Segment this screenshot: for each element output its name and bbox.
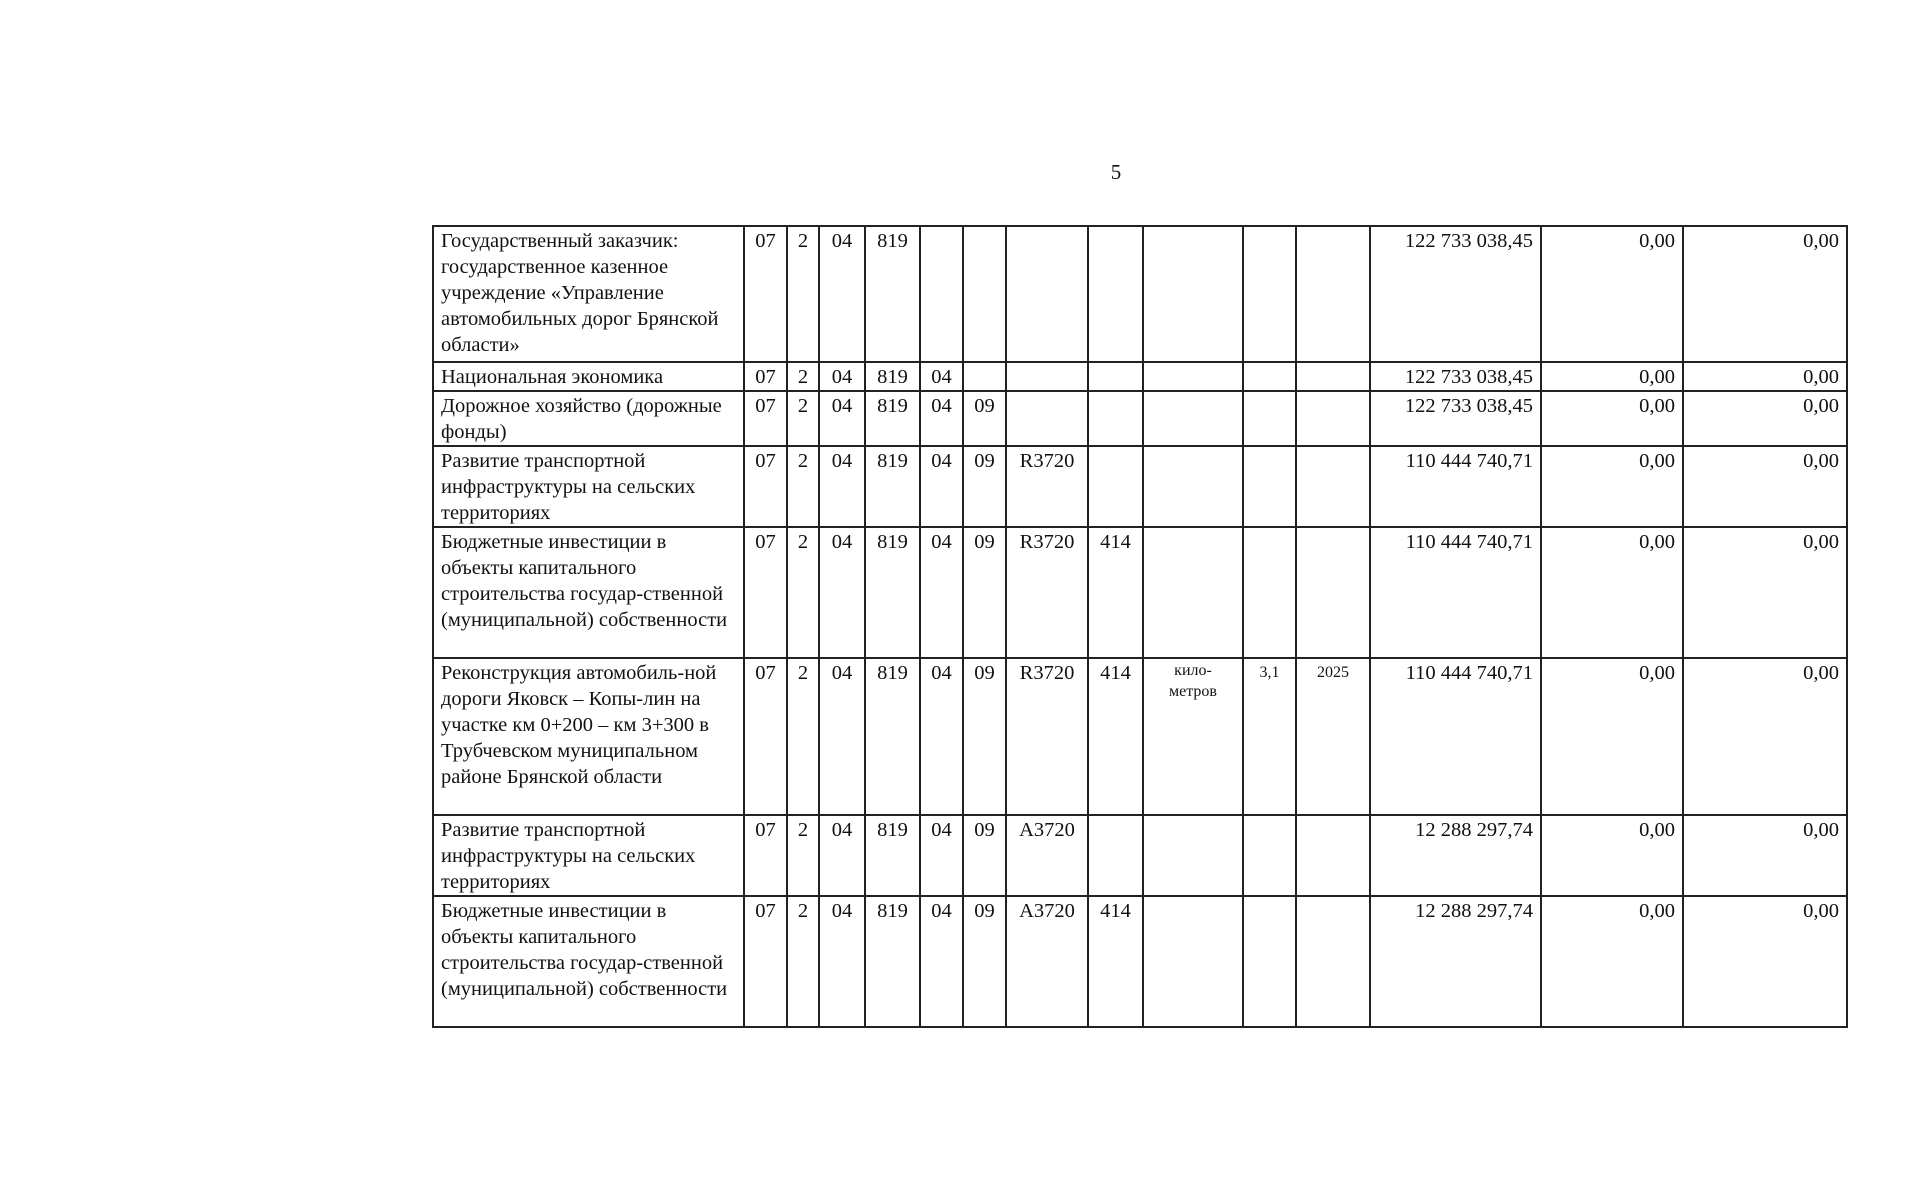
- code-7: [1006, 362, 1088, 391]
- code-4: 819: [865, 815, 920, 896]
- unit-cell: [1143, 896, 1243, 1027]
- code-7: R3720: [1006, 446, 1088, 527]
- code-4: 819: [865, 658, 920, 815]
- year-cell: [1296, 391, 1370, 446]
- budget-table: [432, 225, 1848, 1028]
- amount-cell: 110 444 740,71: [1370, 658, 1541, 815]
- code-8: [1088, 815, 1143, 896]
- amount2-cell: 0,00: [1541, 446, 1683, 527]
- table-row: [433, 658, 1847, 815]
- code-2: 2: [787, 362, 819, 391]
- code-8: [1088, 391, 1143, 446]
- code-6: 09: [963, 446, 1006, 527]
- code-6: 09: [963, 527, 1006, 658]
- code-2: 2: [787, 815, 819, 896]
- amount2-cell: 0,00: [1541, 391, 1683, 446]
- code-5: 04: [920, 362, 963, 391]
- code-8: [1088, 226, 1143, 362]
- year-cell: 2025: [1296, 658, 1370, 815]
- amount3-cell: 0,00: [1683, 391, 1847, 446]
- code-1: 07: [744, 527, 787, 658]
- year-cell: [1296, 896, 1370, 1027]
- code-8: 414: [1088, 527, 1143, 658]
- amount2-cell: 0,00: [1541, 658, 1683, 815]
- qty-cell: [1243, 527, 1296, 658]
- code-3: 04: [819, 658, 865, 815]
- code-2: 2: [787, 658, 819, 815]
- code-7: А3720: [1006, 815, 1088, 896]
- amount-cell: 12 288 297,74: [1370, 896, 1541, 1027]
- code-8: [1088, 362, 1143, 391]
- amount3-cell: 0,00: [1683, 446, 1847, 527]
- amount3-cell: 0,00: [1683, 896, 1847, 1027]
- unit-cell: [1143, 815, 1243, 896]
- row-name: Развитие транспортной инфраструктуры на сельских территориях: [433, 815, 744, 896]
- code-1: 07: [744, 815, 787, 896]
- code-7: А3720: [1006, 896, 1088, 1027]
- code-6: [963, 226, 1006, 362]
- amount3-cell: 0,00: [1683, 226, 1847, 362]
- code-1: 07: [744, 896, 787, 1027]
- code-1: 07: [744, 362, 787, 391]
- code-3: 04: [819, 527, 865, 658]
- code-1: 07: [744, 391, 787, 446]
- amount2-cell: 0,00: [1541, 226, 1683, 362]
- amount-cell: 110 444 740,71: [1370, 527, 1541, 658]
- table-row: [433, 362, 1847, 391]
- qty-cell: [1243, 362, 1296, 391]
- row-name: Реконструкция автомобиль-ной дороги Яковск – Копы-лин на участке км 0+200 – км 3+300 в Трубчевском муниципальном районе Брянской области: [433, 658, 744, 815]
- row-name: Национальная экономика: [433, 362, 744, 391]
- code-3: 04: [819, 896, 865, 1027]
- code-5: 04: [920, 896, 963, 1027]
- code-2: 2: [787, 527, 819, 658]
- code-6: 09: [963, 815, 1006, 896]
- unit-cell: [1143, 226, 1243, 362]
- unit-cell: кило-метров: [1143, 658, 1243, 815]
- code-3: 04: [819, 391, 865, 446]
- amount-cell: 110 444 740,71: [1370, 446, 1541, 527]
- amount-cell: 122 733 038,45: [1370, 362, 1541, 391]
- code-5: 04: [920, 815, 963, 896]
- code-4: 819: [865, 362, 920, 391]
- table-body: [433, 226, 1847, 1027]
- code-1: 07: [744, 226, 787, 362]
- code-2: 2: [787, 896, 819, 1027]
- amount2-cell: 0,00: [1541, 815, 1683, 896]
- amount2-cell: 0,00: [1541, 896, 1683, 1027]
- code-7: [1006, 226, 1088, 362]
- table-row: [433, 527, 1847, 658]
- amount-cell: 122 733 038,45: [1370, 226, 1541, 362]
- qty-cell: [1243, 446, 1296, 527]
- year-cell: [1296, 527, 1370, 658]
- code-7: R3720: [1006, 527, 1088, 658]
- row-name: Бюджетные инвестиции в объекты капитального строительства государ-ственной (муниципальной) собственности: [433, 896, 744, 1027]
- unit-cell: [1143, 391, 1243, 446]
- year-cell: [1296, 362, 1370, 391]
- unit-cell: [1143, 362, 1243, 391]
- code-5: 04: [920, 446, 963, 527]
- amount-cell: 122 733 038,45: [1370, 391, 1541, 446]
- code-4: 819: [865, 391, 920, 446]
- code-2: 2: [787, 391, 819, 446]
- amount-cell: 12 288 297,74: [1370, 815, 1541, 896]
- table-row: [433, 446, 1847, 527]
- code-6: 09: [963, 391, 1006, 446]
- qty-cell: [1243, 226, 1296, 362]
- qty-cell: 3,1: [1243, 658, 1296, 815]
- amount3-cell: 0,00: [1683, 362, 1847, 391]
- row-name: Бюджетные инвестиции в объекты капитального строительства государ-ственной (муниципальной) собственности: [433, 527, 744, 658]
- code-1: 07: [744, 446, 787, 527]
- code-6: 09: [963, 896, 1006, 1027]
- code-2: 2: [787, 446, 819, 527]
- year-cell: [1296, 226, 1370, 362]
- code-8: 414: [1088, 658, 1143, 815]
- code-2: 2: [787, 226, 819, 362]
- code-3: 04: [819, 226, 865, 362]
- page-number: 5: [1110, 160, 1122, 184]
- amount3-cell: 0,00: [1683, 658, 1847, 815]
- code-6: [963, 362, 1006, 391]
- row-name: Дорожное хозяйство (дорожные фонды): [433, 391, 744, 446]
- code-1: 07: [744, 658, 787, 815]
- code-4: 819: [865, 527, 920, 658]
- code-8: [1088, 446, 1143, 527]
- table-row: [433, 391, 1847, 446]
- code-5: 04: [920, 658, 963, 815]
- code-3: 04: [819, 815, 865, 896]
- year-cell: [1296, 446, 1370, 527]
- code-4: 819: [865, 896, 920, 1027]
- code-7: R3720: [1006, 658, 1088, 815]
- amount2-cell: 0,00: [1541, 527, 1683, 658]
- code-4: 819: [865, 226, 920, 362]
- code-4: 819: [865, 446, 920, 527]
- amount3-cell: 0,00: [1683, 815, 1847, 896]
- row-name: Развитие транспортной инфраструктуры на сельских территориях: [433, 446, 744, 527]
- code-5: [920, 226, 963, 362]
- table-row: [433, 815, 1847, 896]
- code-5: 04: [920, 527, 963, 658]
- unit-cell: [1143, 446, 1243, 527]
- code-5: 04: [920, 391, 963, 446]
- unit-cell: [1143, 527, 1243, 658]
- code-3: 04: [819, 446, 865, 527]
- table-row: [433, 896, 1847, 1027]
- amount3-cell: 0,00: [1683, 527, 1847, 658]
- qty-cell: [1243, 391, 1296, 446]
- code-6: 09: [963, 658, 1006, 815]
- qty-cell: [1243, 815, 1296, 896]
- code-8: 414: [1088, 896, 1143, 1027]
- year-cell: [1296, 815, 1370, 896]
- amount2-cell: 0,00: [1541, 362, 1683, 391]
- row-name: Государственный заказчик: государственное казенное учреждение «Управление автомобильных дорог Брянской области»: [433, 226, 744, 362]
- code-3: 04: [819, 362, 865, 391]
- qty-cell: [1243, 896, 1296, 1027]
- code-7: [1006, 391, 1088, 446]
- table-row: [433, 226, 1847, 362]
